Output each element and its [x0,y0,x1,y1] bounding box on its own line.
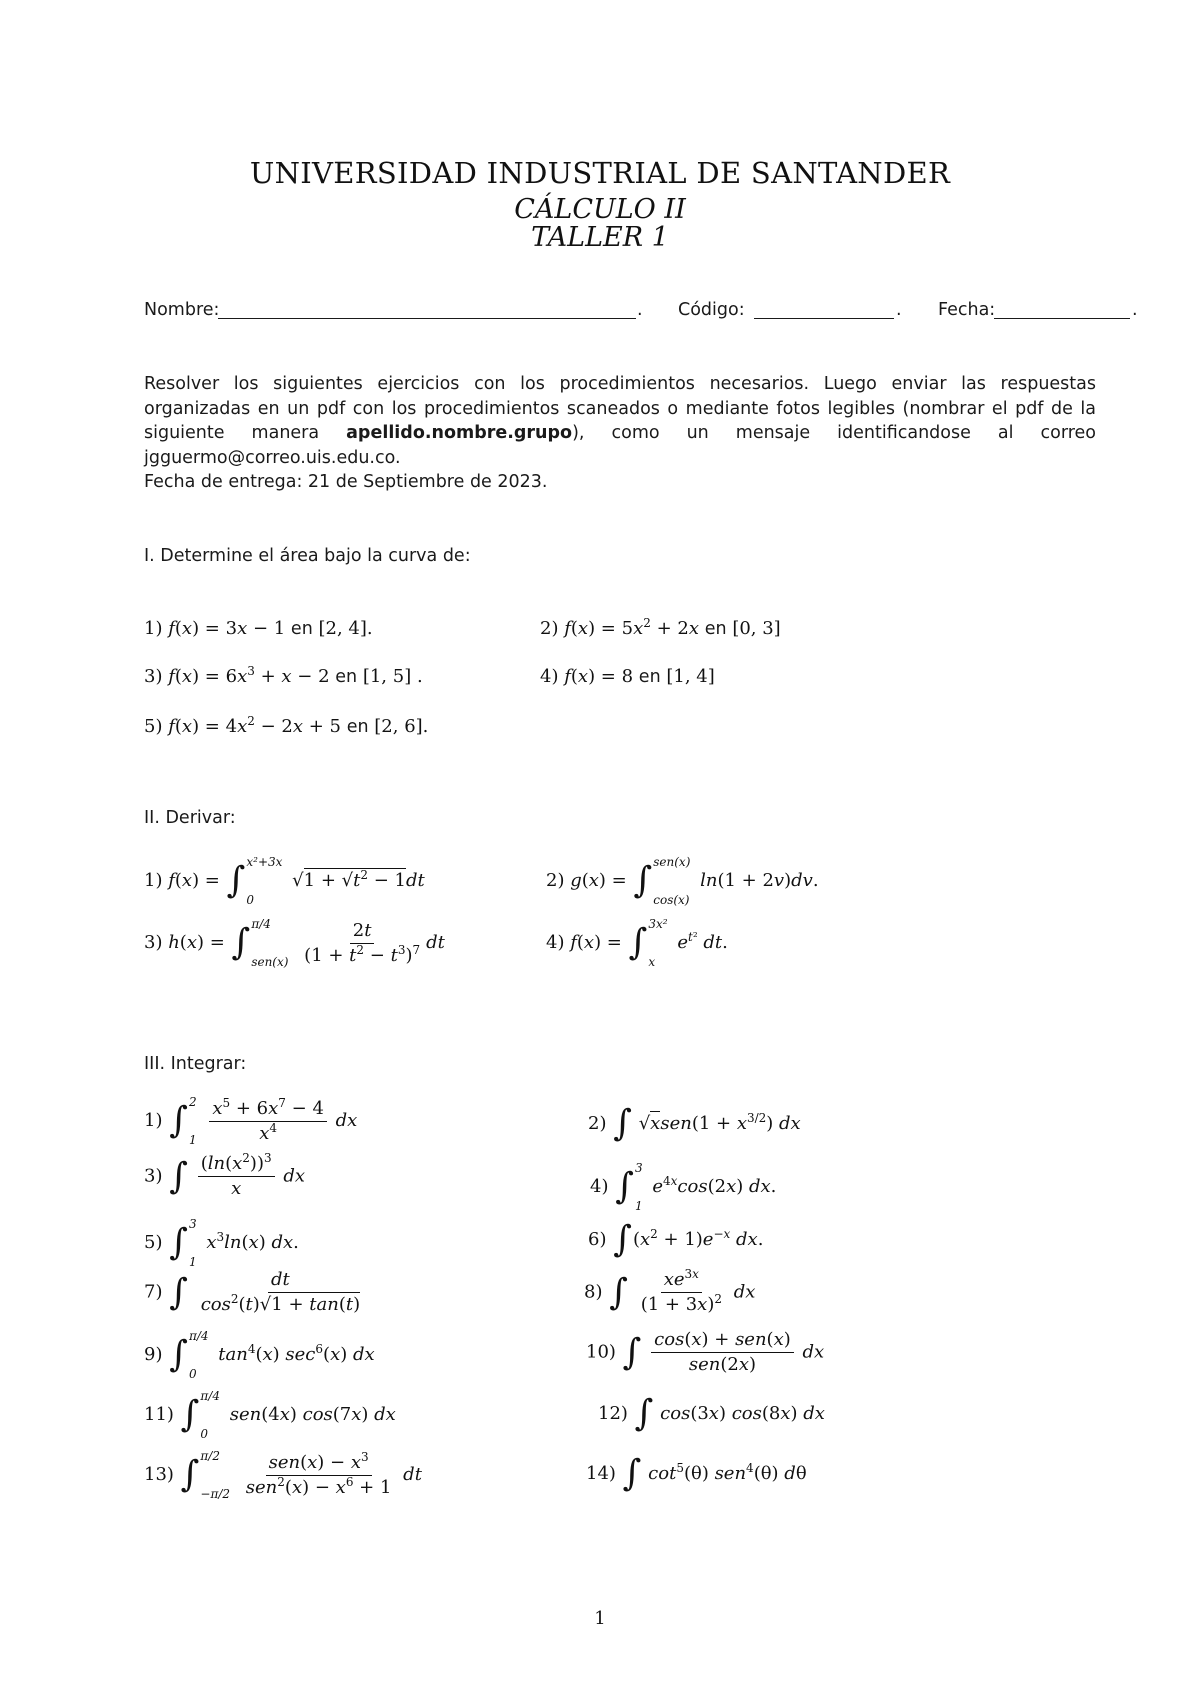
s3-item-7: 7) ∫ $\frac{dt}{\cos^2(t)√1 + \tan(t)}$ [144,1269,361,1315]
instructions-text: Resolver los siguientes ejercicios con los procedimientos necesarios. Luego enviar las respuestas organizadas en un pdf con los procedimientos scaneados o mediante fotos legibles (nombrar el pdf de la siguiente manera [144,374,1096,443]
date-label: Fecha: [938,300,996,320]
s3-item-3: 3) ∫ $\frac{(\ln(x^2))^3}{x}$ dx [144,1151,306,1199]
code-line [754,318,894,319]
s3-item-5: 5) ∫ 3 1 $x^3\ln(x)$ dx. [144,1217,299,1269]
s2-item-4: 4) f(x) = ∫ 3x² x $e^{t^2}$ dt. [546,917,728,969]
s3-item-12: 12) ∫ cos(3x) cos(8x) dx [598,1393,825,1434]
s3-item-10: 10) ∫ $\frac{\text{cos(x) + sen(x)}}{\text{sen(2x)}}$ dx [586,1329,825,1375]
s3-item-6: 6) $\int(x^2 + 1)e^{-x}$ dx. [588,1219,764,1260]
s3-item-14: 14) ∫ $\cot^5(\theta)$ sen$^4$(θ) dθ [586,1453,807,1494]
code-label: Código: [678,300,745,320]
name-label: Nombre: [144,300,220,320]
s2-item-3: 3) h(x) = ∫ π/4 sen(x) $\frac{2t}{(1 + t^2 - t^3)^7}$ dt [144,917,445,969]
page-number: 1 [594,1608,606,1629]
s3-item-4: 4) ∫ 3 1 $e^{4x}\cos(2x)$ dx. [590,1161,777,1213]
date-line [994,318,1130,319]
instructions-text-2: ), como un mensaje identificandose al correo jgguermo@correo.uis.edu.co. [144,423,1096,468]
university-title: UNIVERSIDAD INDUSTRIAL DE SANTANDER [249,156,951,190]
instructions [144,372,1096,495]
section-3-title: III. Integrar: [144,1054,247,1074]
section-1-title: I. Determine el área bajo la curva de: [144,546,471,566]
s1-item-1: 1) f(x) = 3x − 1 en [2, 4]. [144,618,373,639]
s1-item-5: 5) $f(x) = 4x^2 - 2x + 5$ en [2, 6]. [144,714,429,737]
section-2-title: II. Derivar: [144,808,236,828]
name-line [218,318,636,319]
s3-item-1: 1) ∫ 2 1 $\frac{x^5 + 6x^7 - 4}{x^4}$ dx [144,1095,358,1147]
s3-item-9: 9) ∫ π/4 0 $\tan^4(x)$ $\sec^6(x)$ dx [144,1329,375,1381]
deadline: Fecha de entrega: 21 de Septiembre de 2023. [144,472,548,492]
s3-item-2: 2) ∫ √xsen(1 + $x^{3/2}$) dx [588,1103,801,1144]
s2-item-1: 1) f(x) = ∫ x²+3x 0 $√1 + √t^2 - 1dt$ [144,855,425,907]
s1-item-4: 4) f(x) = 8 en [1, 4] [540,666,715,687]
course-title: CÁLCULO II [514,194,686,225]
workshop-title: TALLER 1 [531,222,669,253]
s3-item-11: 11) ∫ π/4 0 sen(4x) cos(7x) dx [144,1389,396,1441]
s2-item-2: 2) g(x) = ∫ sen(x) cos(x) ln(1 + 2v)dv. [546,855,819,907]
document-page: UNIVERSIDAD INDUSTRIAL DE SANTANDER CÁLCULO II TALLER 1 Nombre: . Código: . Fecha: . Resolver los siguientes ejercicios con los procedimientos necesarios. Luego enviar las respuestas organizadas en un pdf con los procedimientos scaneados o mediante fotos legibles (nombrar el pdf de la siguiente manera apellido.nombre.grupo), como un mensaje identificandose al correo jgguermo@correo.uis.edu.co. Fecha de entrega: 21 de Septiembre de 2023. I. Determine el área bajo la curva de: 1) f(x) = 3x − 1 en [2, 4]. 2) $f(x) = 5x^2 + 2x$ en [0, 3] 3) $f(x) = 6x^3 + x - 2$ en [1, 5] . 4) f(x) = 8 en [1, 4] 5) $f(x) = 4x^2 - 2x + 5$ en [2, 6]. II. Derivar: 1) f(x) = ∫ x²+3x 0 $√1 + √t^2 - 1dt$ 2) g(x) = ∫ sen(x) cos(x) ln(1 + 2v)dv. 3) h(x) = ∫ π/4 sen(x) $\frac{2t}{(1 + t^2 - t^3)^7}$ dt 4) f(x) = ∫ 3x² x $e^{t^2}$ dt. III. Integrar: 1) ∫ 2 1 $\frac{x^5 + 6x^7 - 4}{x^4}$ dx 2) ∫ √xsen(1 + $x^{3/2}$) dx 3) ∫ $\frac{(\ln(x^2))^3}{x}$ dx 4) ∫ 3 1 $e^{4x}\cos(2x)$ dx. 5) ∫ 3 1 $x^3\ln(x)$ dx. 6) $\int(x^2 + 1)e^{-x}$ dx. 7) ∫ $\frac{dt}{\cos^2(t)√1 + \tan(t)}$ 8) ∫ $\frac{xe^{3x}}{(1 + 3x)^2}$ dx 9) ∫ π/4 0 $\tan^4(x)$ $\sec^6(x)$ dx 10) ∫ $\frac{\text{cos(x) + sen(x)}}{\text{sen(2x)}}$ dx 11) ∫ π/4 0 sen(4x) cos(7x) dx 12) ∫ cos(3x) cos(8x) dx 13) ∫ π/2 −π/2 $\frac{sen(x) - x^3}{sen^2(x) - x^6 + 1}$ dt 14) ∫ $\cot^5(\theta)$ sen$^4$(θ) dθ 1 [0,0,1200,1696]
s1-item-3: 3) $f(x) = 6x^3 + x - 2$ en [1, 5] . [144,664,423,687]
s3-item-13: 13) ∫ π/2 −π/2 $\frac{sen(x) - x^3}{sen^2(x) - x^6 + 1}$ dt [144,1449,422,1501]
filename-format: apellido.nombre.grupo [346,423,573,443]
s3-item-8: 8) ∫ $\frac{xe^{3x}}{(1 + 3x)^2}$ dx [584,1267,756,1315]
s1-item-2: 2) $f(x) = 5x^2 + 2x$ en [0, 3] [540,616,781,639]
